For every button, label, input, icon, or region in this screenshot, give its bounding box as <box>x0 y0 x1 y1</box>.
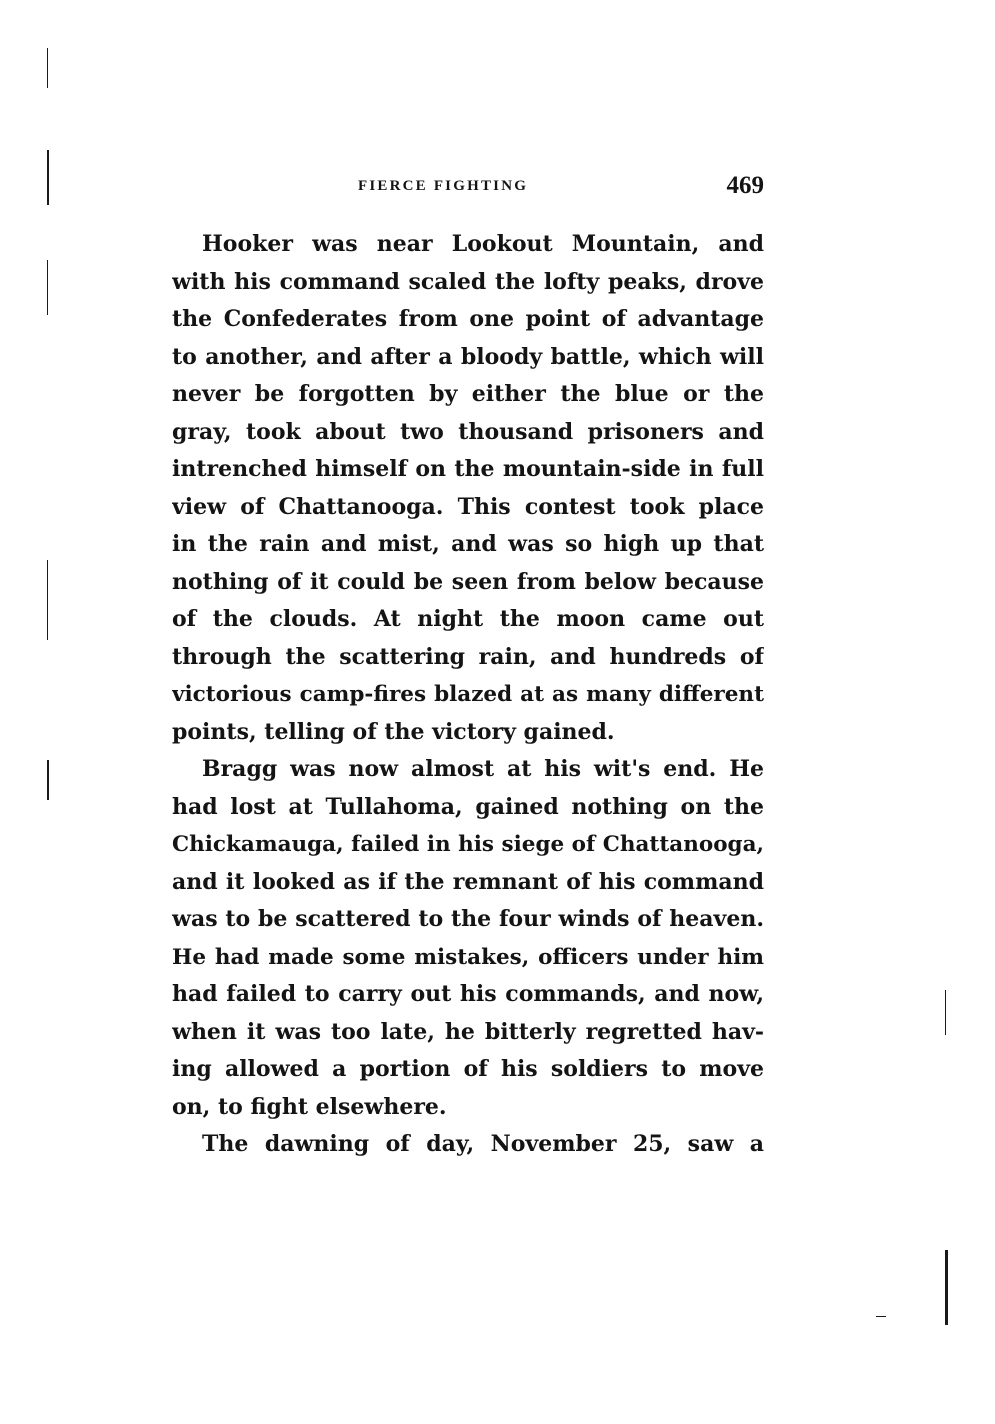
text-line: intrenched himself on the mountain-side in full <box>172 456 764 482</box>
text-line: Hooker was near Lookout Mountain, and <box>202 231 764 257</box>
scan-edge-mark <box>945 990 946 1035</box>
text-line: with his command scaled the lofty peaks, drove <box>172 268 764 295</box>
text-line: through the scattering rain, and hundreds of <box>172 643 764 670</box>
text-line: view of Chattanooga. This contest took place <box>172 493 764 520</box>
scan-edge-mark <box>47 48 48 88</box>
text-line: gray, took about two thousand prisoners and <box>172 418 764 445</box>
text-line: on, to fight elsewhere. <box>172 1093 447 1120</box>
scan-edge-mark <box>47 260 48 315</box>
scan-edge-mark <box>47 150 49 205</box>
text-line: in the rain and mist, and was so high up that <box>172 531 764 557</box>
scan-edge-mark <box>945 1250 948 1325</box>
text-line: the Confederates from one point of advantage <box>172 306 764 332</box>
scan-edge-mark <box>47 560 48 640</box>
text-line: points, telling of the victory gained. <box>172 718 615 745</box>
running-head <box>172 172 766 206</box>
text-line: to another, and after a bloody battle, which will <box>172 343 764 370</box>
text-line: had failed to carry out his commands, and now, <box>172 981 764 1007</box>
body-text <box>172 226 764 1164</box>
text-line: The dawning of day, November 25, saw a <box>202 1131 764 1157</box>
text-line: Bragg was now almost at his wit's end. He <box>202 756 764 782</box>
text-line: had lost at Tullahoma, gained nothing on the <box>172 793 764 820</box>
scan-edge-mark <box>47 760 49 800</box>
text-line: when it was too late, he bitterly regretted hav- <box>172 1018 764 1045</box>
running-title: FIERCE FIGHTING <box>358 178 529 194</box>
text-line: He had made some mistakes, officers under him <box>172 944 764 970</box>
text-line: ing allowed a portion of his soldiers to move <box>172 1056 764 1082</box>
text-line: victorious camp-fires blazed at as many different <box>172 682 764 707</box>
text-line: nothing of it could be seen from below because <box>172 568 764 595</box>
text-line: never be forgotten by either the blue or the <box>172 381 764 407</box>
page-number: 469 <box>726 172 764 199</box>
text-line: of the clouds. At night the moon came out <box>172 606 764 632</box>
scan-edge-mark <box>876 1316 886 1317</box>
text-line: was to be scattered to the four winds of heaven. <box>172 906 764 932</box>
text-line: Chickamauga, failed in his siege of Chattanooga, <box>172 832 764 857</box>
text-line: and it looked as if the remnant of his command <box>172 868 764 895</box>
